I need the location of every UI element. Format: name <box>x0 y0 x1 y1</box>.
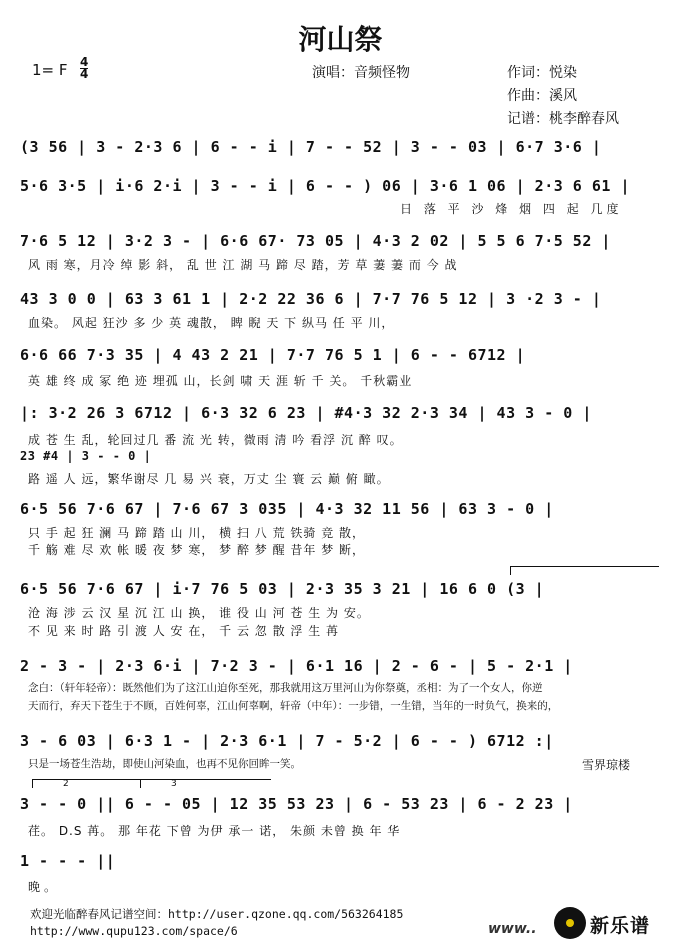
transcriber-credit: 记谱：桃李醉春风 <box>507 111 619 127</box>
staff-line-9: 2 - 3 - | 2·3 6·i | 7·2 3 - | 6·1 16 | 2 - 6 - | 5 - 2·1 | <box>20 657 573 675</box>
volta-3-label: 3 <box>171 779 177 789</box>
staff-line-8: 6·5 56 7·6 67 | i·7 76 5 03 | 2·3 35 3 21 | 16 6 0 (3 | <box>20 580 545 598</box>
lyric-line-10: 雪界琼楼 <box>582 758 631 772</box>
footer-line-1: 欢迎光临醉春风记谱空间：http://user.qzone.qq.com/563264185 <box>30 907 404 921</box>
lyricist-credit: 作词：悦染 <box>507 65 577 81</box>
lyric-line-8b: 不 见 来 时 路 引 渡 人 安 在， 千 云 忽 散 浮 生 苒 <box>28 624 340 638</box>
narration-line-1: 念白：（轩年轻帝）：既然他们为了这江山迫你至死，那我就用这万里河山为你祭奠，丞相：为了一个女人，你逆 <box>28 682 543 694</box>
composer-credit: 作曲：溪风 <box>507 88 577 104</box>
site-logo <box>548 905 668 943</box>
disc-icon <box>554 907 586 939</box>
volta-ending-1 <box>510 566 659 575</box>
lyric-line-8a: 沧 海 涉 云 汉 星 沉 江 山 换， 谁 役 山 河 苍 生 为 安。 <box>28 606 370 620</box>
staff-line-3: 7·6 5 12 | 3·2 3 - | 6·6 67· 73 05 | 4·3 2 02 | 5 5 6 7·5 52 | <box>20 232 611 250</box>
lyric-line-3: 风 雨 寒，月冷 绰 影 斜， 乱 世 江 湖 马 蹄 尽 踏，芳 草 萋 萋 而 今 战 <box>28 258 458 272</box>
logo-text: 新乐谱 <box>590 915 651 937</box>
narration-line-2: 天而行，弃天下苍生于不顾，百姓何辜，江山何辜啊，轩帝（中年）：一步错，一生错，当年的一时负气，换来的， <box>28 700 559 712</box>
lyric-line-6: 成 苍 生 乱，轮回过几 番 流 光 转，微雨 清 吟 看浮 沉 醉 叹。 <box>28 433 403 447</box>
staff-line-4: 43 3 0 0 | 63 3 61 1 | 2·2 22 36 6 | 7·7 76 5 12 | 3 ·2 3 - | <box>20 290 602 308</box>
staff-line-11: 3 - - 0 || 6 - - 05 | 12 35 53 23 | 6 - 53 23 | 6 - 2 23 | <box>20 795 573 813</box>
time-signature <box>80 57 88 80</box>
staff-line-5: 6·6 66 7·3 35 | 4 43 2 21 | 7·7 76 5 1 | 6 - - 6712 | <box>20 346 526 364</box>
key-signature: 1= F <box>32 61 68 79</box>
lyric-line-11: 荏。 D.S 苒。 那 年花 下曾 为伊 承一 诺， 朱颜 未曾 换 年 华 <box>28 824 401 838</box>
lyric-line-7a: 只 手 起 狂 澜 马 蹄 踏 山 川， 横 扫 八 荒 铁骑 竞 散， <box>28 526 366 540</box>
volta-3 <box>140 779 271 788</box>
singer-credit: 演唱：音频怪物 <box>312 65 410 81</box>
lyric-line-12: 晚。 <box>28 880 61 894</box>
volta-2-label: 2 <box>63 779 69 789</box>
staff-line-2: 5·6 3·5 | i·6 2·i | 3 - - i | 6 - - ) 06 | 3·6 1 06 | 2·3 6 61 | <box>20 177 630 195</box>
staff-line-1: (3 56 | 3 - 2·3 6 | 6 - - i | 7 - - 52 | 3 - - 03 | 6·7 3·6 | <box>20 138 602 156</box>
lyric-line-5: 英 雄 终 成 冢 绝 迹 埋孤 山，长剑 啸 天 涯 斩 千 关。 千秋霸业 <box>28 374 413 388</box>
watermark-text: www.. <box>488 921 537 937</box>
staff-line-12: 1 - - - || <box>20 852 116 870</box>
footer-line-2: http://www.qupu123.com/space/6 <box>30 924 238 938</box>
lyric-line-6b: 路 遥 人 远，繁华谢尽 几 易 兴 衰，万丈 尘 寰 云 巅 俯 瞰。 <box>28 472 390 486</box>
song-title: 河山祭 <box>298 23 383 56</box>
lyric-line-2: 日 落 平 沙 烽 烟 四 起 几度 <box>400 202 623 216</box>
staff-line-7: 6·5 56 7·6 67 | 7·6 67 3 035 | 4·3 32 11 56 | 63 3 - 0 | <box>20 500 554 518</box>
meter-top: 4 <box>80 55 89 69</box>
meter-bottom: 4 <box>80 67 89 81</box>
staff-line-6b: 23 #4 | 3 - - 0 | <box>20 449 152 463</box>
lyric-line-7b: 千 觞 难 尽 欢 帐 暖 夜 梦 寒， 梦 醉 梦 醒 昔年 梦 断， <box>28 543 366 557</box>
staff-line-10: 3 - 6 03 | 6·3 1 - | 2·3 6·1 | 7 - 5·2 | 6 - - ) 6712 :| <box>20 732 554 750</box>
narration-line-3: 只是一场苍生浩劫，即使山河染血，也再不见你回眸一笑。 <box>28 758 301 770</box>
lyric-line-4: 血染。 风起 狂沙 多 少 英 魂散， 睥 睨 天 下 纵马 任 平 川， <box>28 316 395 330</box>
volta-2 <box>32 779 153 788</box>
staff-line-6: |: 3·2 26 3 6712 | 6·3 32 6 23 | #4·3 32 2·3 34 | 43 3 - 0 | <box>20 404 592 422</box>
